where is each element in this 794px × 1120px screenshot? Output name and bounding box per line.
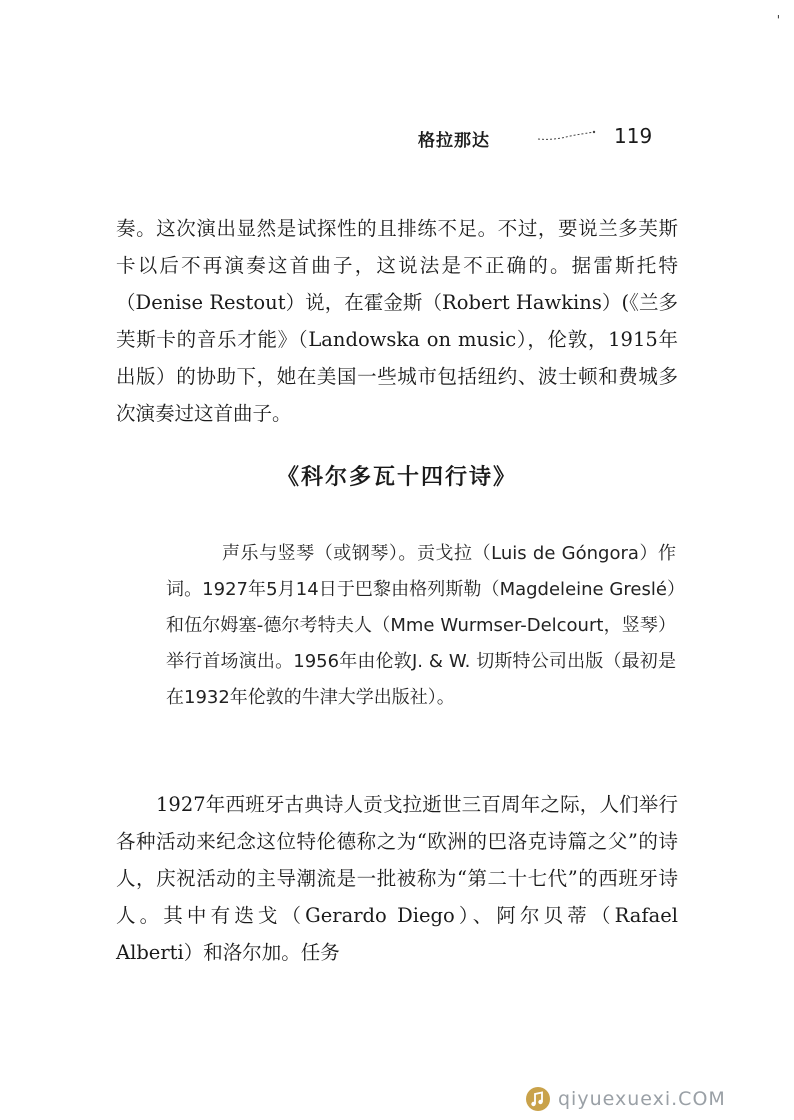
section-title: 《科尔多瓦十四行诗》	[276, 464, 517, 490]
corner-mark: '	[776, 13, 780, 27]
page-number: 119	[614, 124, 653, 148]
paragraph-2: 1927年西班牙古典诗人贡戈拉逝世三百周年之际，人们举行各种活动来纪念这位特伦德称之为“欧洲的巴洛克诗篇之父”的诗人，庆祝活动的主导潮流是一批被称为“第二十七代”的西班牙诗人。其中有迭戈（Gerardo Diego）、阿尔贝蒂（Rafael Alberti）和洛尔加。任务	[116, 793, 678, 964]
running-header	[418, 124, 678, 152]
watermark-text: qiyuexuexi.COM	[558, 1088, 726, 1110]
header-title: 格拉那达	[418, 131, 490, 151]
music-note-circle-icon	[524, 1085, 552, 1113]
paragraph-1: 奏。这次演出显然是试探性的且排练不足。不过，要说兰多芙斯卡以后不再演奏这首曲子，这说法是不正确的。据雷斯托特（Denise Restout）说，在霍金斯（Robert Hawkins）(《兰多芙斯卡的音乐才能》（Landowska on music），伦敦，1915年出版）的协助下，她在美国一些城市包括纽约、波士顿和费城多次演奏过这首曲子。	[116, 217, 678, 425]
watermark	[524, 1084, 774, 1114]
header-ornament-icon	[536, 130, 598, 142]
work-info: 声乐与竖琴（或钢琴）。贡戈拉（Luis de Góngora）作词。1927年5月14日于巴黎由格列斯勒（Magdeleine Greslé）和伍尔姆塞-德尔考特夫人（Mme Wurmser-Delcourt，竖琴）举行首场演出。1956年由伦敦J. & W. 切斯特公司出版（最初是在1932年伦敦的牛津大学出版社）。	[166, 543, 676, 708]
